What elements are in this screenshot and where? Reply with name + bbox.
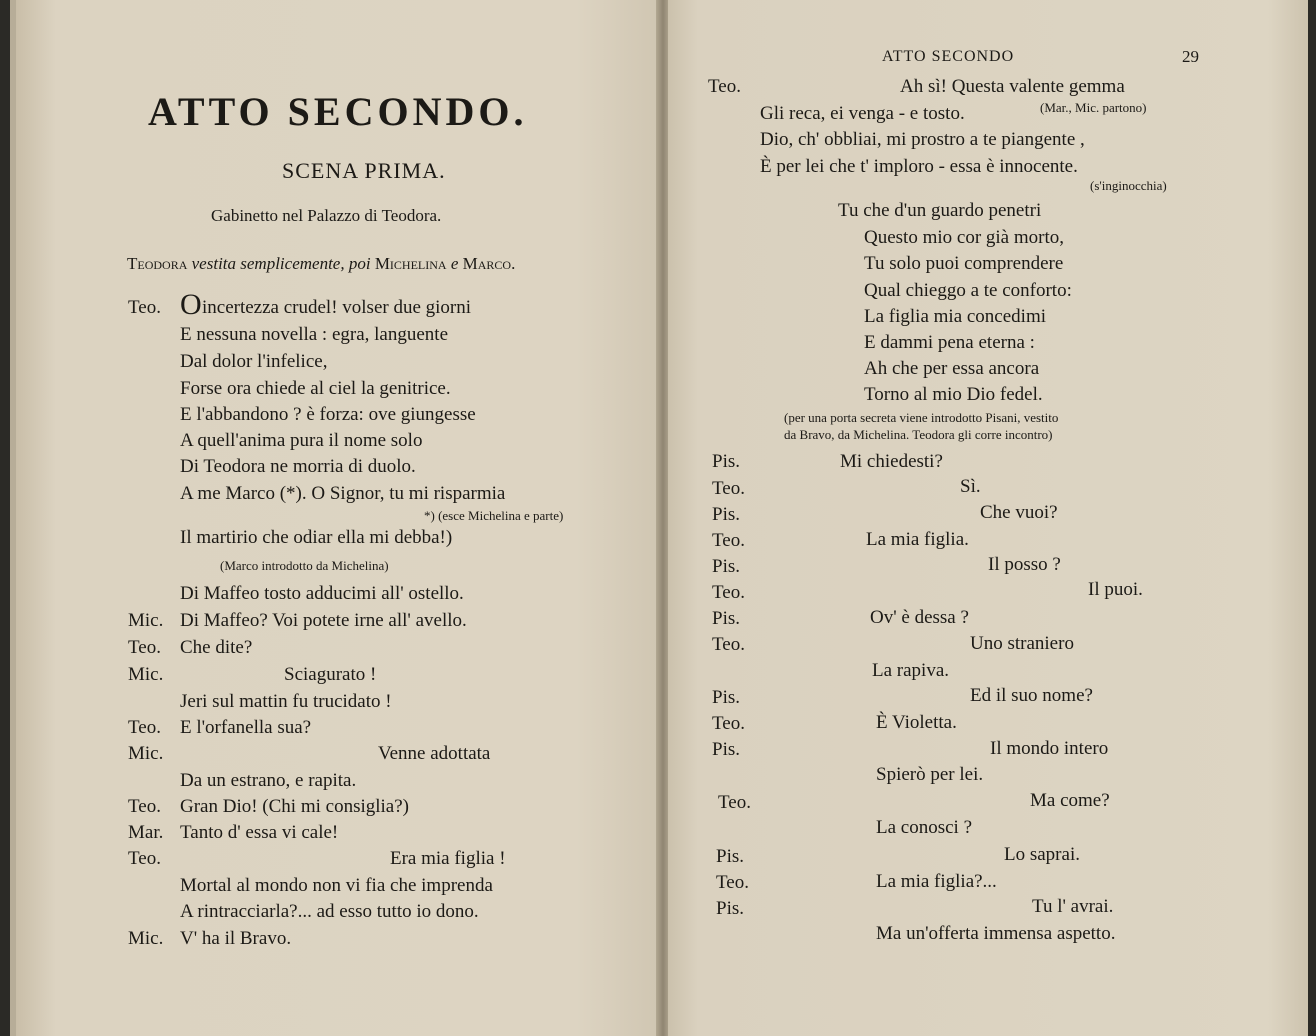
verse-line: La mia figlia. (866, 529, 969, 550)
page-number: 29 (1182, 47, 1199, 66)
verse-line: Che vuoi? (980, 502, 1058, 523)
cast-line (127, 254, 515, 274)
verse-line: È Violetta. (876, 712, 957, 733)
speaker-label: Teo. (708, 76, 741, 97)
speaker-label: Teo. (128, 297, 161, 318)
verse-line: Ah che per essa ancora (864, 358, 1040, 379)
verse-line: Tu che d'un guardo penetri (838, 200, 1042, 221)
speaker-label: Teo. (128, 848, 161, 869)
verse-line: Da un estrano, e rapita. (180, 770, 357, 791)
speaker-label: Teo. (712, 478, 745, 499)
verse-line: Forse ora chiede al ciel la genitrice. (180, 378, 451, 399)
speaker-label: Mar. (128, 822, 164, 843)
verse-line: La mia figlia?... (876, 871, 997, 892)
stage-direction: (s'inginocchia) (1090, 178, 1167, 193)
running-head: ATTO SECONDO (882, 48, 1015, 65)
speaker-label: Pis. (712, 504, 740, 525)
verse-line: Di Teodora ne morria di duolo. (180, 456, 416, 477)
verse-line: Il posso ? (988, 554, 1061, 575)
verse-line: Il puoi. (1088, 579, 1143, 600)
verse-line: È per lei che t' imploro - essa è innocente. (760, 156, 1078, 177)
cast-description: vestita semplicemente, poi (191, 254, 371, 273)
verse-line: Gli reca, ei venga - e tosto. (760, 103, 965, 124)
verse-line: E nessuna novella : egra, languente (180, 324, 449, 345)
verse-line: Il mondo intero (990, 738, 1109, 759)
act-title: ATTO SECONDO. (148, 89, 528, 134)
verse-line: A rintracciarla?... ad esso tutto io dono. (180, 901, 479, 922)
speaker-label: Pis. (712, 739, 740, 760)
speaker-label: Teo. (712, 530, 745, 551)
verse-line: Uno straniero (970, 633, 1074, 654)
stage-direction: (per una porta secreta viene introdotto Pisani, vestito (784, 410, 1059, 425)
verse-line: Era mia figlia ! (390, 848, 506, 869)
verse-line: incertezza crudel! volser due giorni (202, 297, 472, 318)
verse-line: Questo mio cor già morto, (864, 227, 1064, 248)
speaker-label: Mic. (128, 610, 164, 631)
verse-line: Ah sì! Questa valente gemma (900, 76, 1125, 97)
verse-line: Di Maffeo tosto adducimi all' ostello. (180, 583, 464, 604)
scene-heading: SCENA PRIMA. (282, 158, 446, 183)
verse-line: Tu l' avrai. (1032, 896, 1114, 917)
verse-line: V' ha il Bravo. (180, 928, 292, 949)
verse-line: Mi chiedesti? (840, 451, 943, 472)
cast-teodora: Teodora (127, 254, 188, 273)
verse-line: Ma un'offerta immensa aspetto. (876, 923, 1116, 944)
speaker-label: Teo. (128, 717, 161, 738)
speaker-label: Mic. (128, 664, 164, 685)
scene-setting: Gabinetto nel Palazzo di Teodora. (211, 206, 442, 225)
verse-line: E l'abbandono ? è forza: ove giungesse (180, 404, 476, 425)
verse-line: Tu solo puoi comprendere (864, 253, 1064, 274)
verse-line: Sciagurato ! (284, 664, 377, 685)
speaker-label: Pis. (712, 687, 740, 708)
speaker-label: Mic. (128, 743, 164, 764)
speaker-label: Teo. (716, 872, 749, 893)
verse-line: Dio, ch' obbliai, mi prostro a te piangente , (760, 129, 1085, 150)
speaker-label: Pis. (712, 608, 740, 629)
verse-line: Sì. (960, 476, 981, 497)
verse-line: Gran Dio! (Chi mi consiglia?) (180, 796, 410, 817)
verse-line: Lo saprai. (1004, 844, 1080, 865)
speaker-label: Pis. (712, 451, 740, 472)
verse-line: Ma come? (1030, 790, 1110, 811)
verse-line: Mortal al mondo non vi fia che imprenda (180, 875, 493, 896)
verse-line: Jeri sul mattin fu trucidato ! (180, 691, 392, 712)
cast-marco: Marco. (462, 254, 516, 273)
speaker-label: Teo. (712, 634, 745, 655)
speaker-label: Teo. (712, 713, 745, 734)
verse-line: Spierò per lei. (876, 764, 984, 785)
verse-line: La figlia mia concedimi (864, 306, 1047, 327)
verse-line: La rapiva. (872, 660, 950, 681)
verse-line: La conosci ? (876, 817, 973, 838)
verse-line: Ed il suo nome? (970, 685, 1093, 706)
verse-line: Di Maffeo? Voi potete irne all' avello. (180, 610, 467, 631)
stage-direction: *) (esce Michelina e parte) (424, 508, 564, 523)
verse-line: A me Marco (*). O Signor, tu mi risparmia (180, 483, 506, 504)
verse-line: A quell'anima pura il nome solo (180, 430, 423, 451)
speaker-label: Teo. (718, 792, 751, 813)
drop-cap: O (180, 288, 202, 321)
verse-line: Ov' è dessa ? (870, 607, 969, 628)
cast-michelina: Michelina (374, 254, 447, 273)
verse-line: Il martirio che odiar ella mi debba!) (180, 527, 453, 548)
speaker-label: Pis. (712, 556, 740, 577)
stage-direction: (Marco introdotto da Michelina) (220, 558, 389, 573)
verse-line: E dammi pena eterna : (864, 332, 1035, 353)
speaker-label: Mic. (128, 928, 164, 949)
speaker-label: Teo. (128, 637, 161, 658)
verse-line: E l'orfanella sua? (180, 717, 312, 738)
verse-line: Tanto d' essa vi cale! (180, 822, 339, 843)
verse-line: Torno al mio Dio fedel. (864, 384, 1043, 405)
speaker-label: Teo. (712, 582, 745, 603)
verse-line: Dal dolor l'infelice, (180, 351, 328, 372)
speaker-label: Pis. (716, 846, 744, 867)
verse-line: Venne adottata (378, 743, 491, 764)
stage-direction: da Bravo, da Michelina. Teodora gli corre incontro) (784, 427, 1053, 442)
speaker-label: Teo. (128, 796, 161, 817)
cast-and: e (450, 254, 459, 273)
speaker-label: Pis. (716, 898, 744, 919)
stage-direction: (Mar., Mic. partono) (1040, 100, 1147, 115)
verse-line: Che dite? (180, 637, 253, 658)
verse-line: Qual chieggo a te conforto: (864, 280, 1072, 301)
